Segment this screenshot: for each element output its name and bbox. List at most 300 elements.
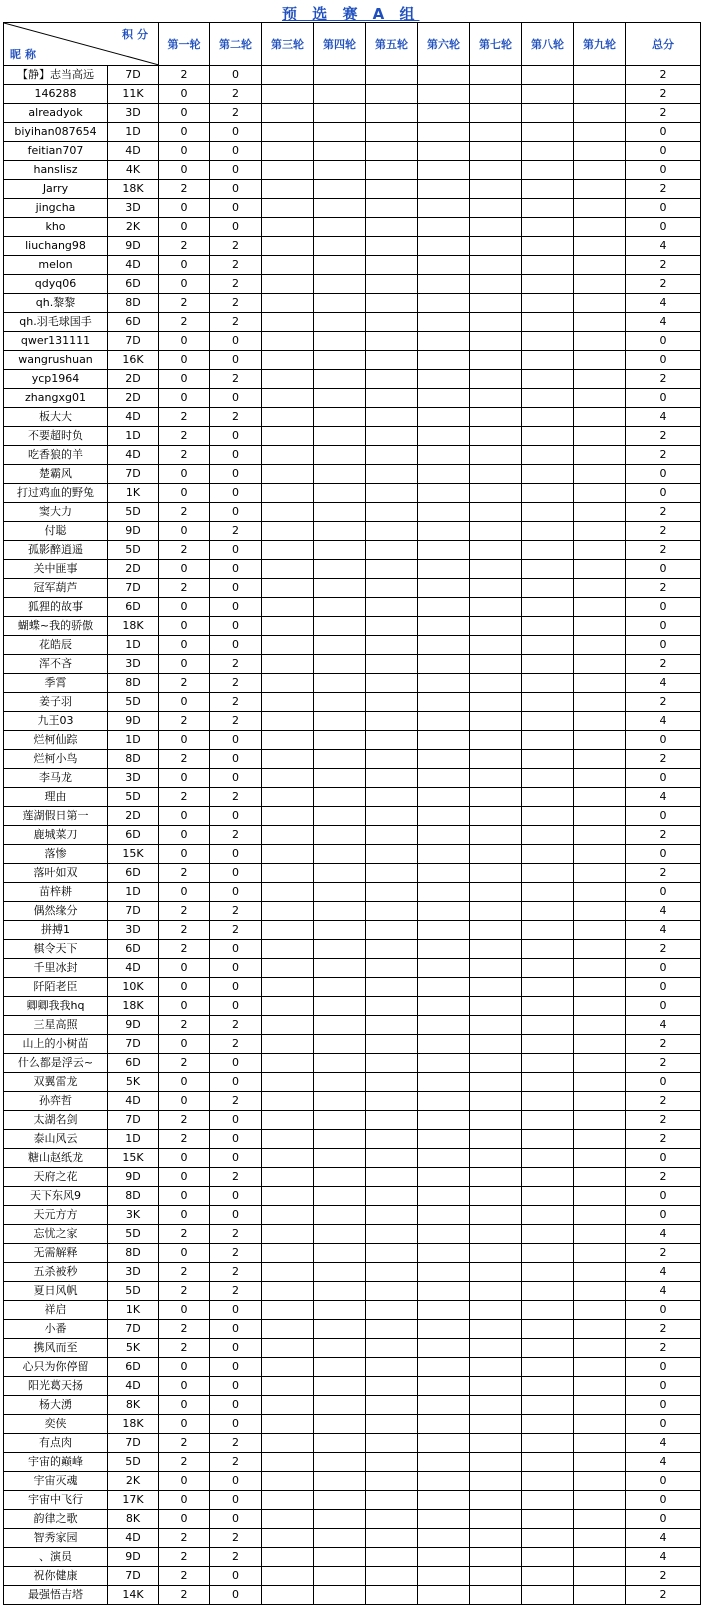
- round6-score-cell: [418, 1472, 470, 1491]
- round4-score-cell: [314, 104, 366, 123]
- table-row: [4, 845, 701, 864]
- table-row: [4, 1206, 701, 1225]
- round5-score-cell: [366, 560, 418, 579]
- round9-score-cell: [574, 1567, 626, 1586]
- round2-score-cell: 0: [210, 351, 262, 370]
- round1-score-cell: 0: [159, 465, 210, 484]
- round5-score-cell: [366, 256, 418, 275]
- round3-score-cell: [262, 370, 314, 389]
- player-rank-cell: 16K: [108, 351, 159, 370]
- round7-score-cell: [470, 902, 522, 921]
- round8-score-cell: [522, 617, 574, 636]
- round-header: 第六轮: [418, 23, 470, 66]
- player-rank-cell: 1D: [108, 883, 159, 902]
- round9-score-cell: [574, 1206, 626, 1225]
- player-name-cell: 关中匪事: [4, 560, 108, 579]
- round8-score-cell: [522, 1187, 574, 1206]
- round3-score-cell: [262, 389, 314, 408]
- round1-score-cell: 0: [159, 826, 210, 845]
- table-row: [4, 1073, 701, 1092]
- player-name-cell: 天下东风9: [4, 1187, 108, 1206]
- total-score-cell: 4: [626, 1434, 701, 1453]
- player-rank-cell: 7D: [108, 1434, 159, 1453]
- round4-score-cell: [314, 712, 366, 731]
- player-rank-cell: 7D: [108, 579, 159, 598]
- round5-score-cell: [366, 807, 418, 826]
- player-rank-cell: 1D: [108, 636, 159, 655]
- round9-score-cell: [574, 389, 626, 408]
- round7-score-cell: [470, 712, 522, 731]
- round6-score-cell: [418, 1510, 470, 1529]
- total-score-cell: 2: [626, 864, 701, 883]
- player-rank-cell: 9D: [108, 1168, 159, 1187]
- round6-score-cell: [418, 1054, 470, 1073]
- round5-score-cell: [366, 1567, 418, 1586]
- round7-score-cell: [470, 1510, 522, 1529]
- total-score-cell: 0: [626, 1415, 701, 1434]
- round9-score-cell: [574, 1491, 626, 1510]
- round9-score-cell: [574, 1263, 626, 1282]
- round9-score-cell: [574, 1035, 626, 1054]
- round8-score-cell: [522, 1282, 574, 1301]
- round3-score-cell: [262, 1035, 314, 1054]
- player-rank-cell: 6D: [108, 1358, 159, 1377]
- round9-score-cell: [574, 85, 626, 104]
- round2-score-cell: 0: [210, 1396, 262, 1415]
- round4-score-cell: [314, 902, 366, 921]
- round7-score-cell: [470, 256, 522, 275]
- total-score-cell: 2: [626, 522, 701, 541]
- round6-score-cell: [418, 1282, 470, 1301]
- table-row: [4, 1529, 701, 1548]
- player-name-cell: 烂柯仙踪: [4, 731, 108, 750]
- round9-score-cell: [574, 807, 626, 826]
- round8-score-cell: [522, 1111, 574, 1130]
- round6-score-cell: [418, 123, 470, 142]
- round5-score-cell: [366, 541, 418, 560]
- round8-score-cell: [522, 541, 574, 560]
- round4-score-cell: [314, 237, 366, 256]
- round1-score-cell: 0: [159, 1092, 210, 1111]
- round4-score-cell: [314, 788, 366, 807]
- round6-score-cell: [418, 902, 470, 921]
- round2-score-cell: 0: [210, 598, 262, 617]
- round2-score-cell: 0: [210, 1149, 262, 1168]
- player-rank-cell: 8D: [108, 1187, 159, 1206]
- round8-score-cell: [522, 1358, 574, 1377]
- round1-score-cell: 2: [159, 1548, 210, 1567]
- round9-score-cell: [574, 959, 626, 978]
- total-score-cell: 4: [626, 921, 701, 940]
- round4-score-cell: [314, 1529, 366, 1548]
- round6-score-cell: [418, 940, 470, 959]
- round5-score-cell: [366, 978, 418, 997]
- table-row: [4, 1054, 701, 1073]
- player-name-cell: 莲湖假日第一: [4, 807, 108, 826]
- player-rank-cell: 5D: [108, 541, 159, 560]
- round9-score-cell: [574, 826, 626, 845]
- round3-score-cell: [262, 959, 314, 978]
- total-score-cell: 0: [626, 1073, 701, 1092]
- round2-score-cell: 0: [210, 1320, 262, 1339]
- player-name-cell: melon: [4, 256, 108, 275]
- round2-score-cell: 0: [210, 579, 262, 598]
- player-name-cell: 心只为你停留: [4, 1358, 108, 1377]
- round8-score-cell: [522, 1073, 574, 1092]
- round2-score-cell: 0: [210, 427, 262, 446]
- round4-score-cell: [314, 1339, 366, 1358]
- round3-score-cell: [262, 693, 314, 712]
- round9-score-cell: [574, 1320, 626, 1339]
- round7-score-cell: [470, 788, 522, 807]
- round7-score-cell: [470, 1396, 522, 1415]
- round4-score-cell: [314, 1054, 366, 1073]
- round7-score-cell: [470, 1130, 522, 1149]
- round1-score-cell: 2: [159, 1529, 210, 1548]
- table-row: [4, 465, 701, 484]
- round2-score-cell: 2: [210, 826, 262, 845]
- round7-score-cell: [470, 807, 522, 826]
- total-score-cell: 4: [626, 294, 701, 313]
- round7-score-cell: [470, 484, 522, 503]
- round5-score-cell: [366, 1206, 418, 1225]
- round6-score-cell: [418, 1358, 470, 1377]
- player-rank-cell: 15K: [108, 1149, 159, 1168]
- round9-score-cell: [574, 1187, 626, 1206]
- round7-score-cell: [470, 1491, 522, 1510]
- round7-score-cell: [470, 1073, 522, 1092]
- round8-score-cell: [522, 655, 574, 674]
- total-score-cell: 0: [626, 978, 701, 997]
- round8-score-cell: [522, 351, 574, 370]
- player-name-cell: 阡陌老臣: [4, 978, 108, 997]
- round4-score-cell: [314, 750, 366, 769]
- total-score-cell: 0: [626, 351, 701, 370]
- round2-score-cell: 0: [210, 997, 262, 1016]
- round3-score-cell: [262, 408, 314, 427]
- player-rank-cell: 1D: [108, 123, 159, 142]
- round5-score-cell: [366, 199, 418, 218]
- round5-score-cell: [366, 1339, 418, 1358]
- round9-score-cell: [574, 275, 626, 294]
- round9-score-cell: [574, 674, 626, 693]
- round4-score-cell: [314, 1567, 366, 1586]
- round8-score-cell: [522, 332, 574, 351]
- round2-score-cell: 2: [210, 1453, 262, 1472]
- round6-score-cell: [418, 161, 470, 180]
- table-row: [4, 1168, 701, 1187]
- round1-score-cell: 0: [159, 104, 210, 123]
- player-rank-cell: 14K: [108, 1586, 159, 1605]
- round4-score-cell: [314, 1073, 366, 1092]
- player-rank-cell: 3D: [108, 199, 159, 218]
- round7-score-cell: [470, 351, 522, 370]
- round1-score-cell: 2: [159, 294, 210, 313]
- round9-score-cell: [574, 731, 626, 750]
- player-name-cell: 季霄: [4, 674, 108, 693]
- round6-score-cell: [418, 332, 470, 351]
- round2-score-cell: 2: [210, 408, 262, 427]
- round2-score-cell: 0: [210, 465, 262, 484]
- round3-score-cell: [262, 161, 314, 180]
- round7-score-cell: [470, 541, 522, 560]
- round7-score-cell: [470, 294, 522, 313]
- player-rank-cell: 2D: [108, 560, 159, 579]
- round9-score-cell: [574, 66, 626, 85]
- total-score-cell: 0: [626, 1358, 701, 1377]
- player-name-cell: 蝴蝶~我的骄傲: [4, 617, 108, 636]
- player-name-cell: 李马龙: [4, 769, 108, 788]
- player-name-cell: 忘忧之家: [4, 1225, 108, 1244]
- player-name-cell: 楚霸风: [4, 465, 108, 484]
- round2-score-cell: 0: [210, 66, 262, 85]
- round1-score-cell: 0: [159, 997, 210, 1016]
- player-name-cell: 三星高照: [4, 1016, 108, 1035]
- player-name-cell: 146288: [4, 85, 108, 104]
- player-rank-cell: 4D: [108, 1529, 159, 1548]
- table-row: [4, 541, 701, 560]
- round5-score-cell: [366, 1472, 418, 1491]
- round4-score-cell: [314, 1035, 366, 1054]
- round1-score-cell: 2: [159, 940, 210, 959]
- round8-score-cell: [522, 370, 574, 389]
- round2-score-cell: 0: [210, 1358, 262, 1377]
- round6-score-cell: [418, 826, 470, 845]
- round3-score-cell: [262, 332, 314, 351]
- round9-score-cell: [574, 693, 626, 712]
- round3-score-cell: [262, 1415, 314, 1434]
- round5-score-cell: [366, 104, 418, 123]
- round7-score-cell: [470, 275, 522, 294]
- round6-score-cell: [418, 104, 470, 123]
- total-score-cell: 4: [626, 712, 701, 731]
- round-header: 第五轮: [366, 23, 418, 66]
- round4-score-cell: [314, 598, 366, 617]
- round3-score-cell: [262, 123, 314, 142]
- total-score-cell: 2: [626, 826, 701, 845]
- player-rank-cell: 7D: [108, 465, 159, 484]
- round7-score-cell: [470, 237, 522, 256]
- round9-score-cell: [574, 997, 626, 1016]
- player-name-cell: kho: [4, 218, 108, 237]
- total-score-cell: 0: [626, 1491, 701, 1510]
- round1-score-cell: 0: [159, 389, 210, 408]
- round3-score-cell: [262, 1225, 314, 1244]
- total-score-cell: 0: [626, 1472, 701, 1491]
- round5-score-cell: [366, 864, 418, 883]
- round7-score-cell: [470, 1187, 522, 1206]
- round8-score-cell: [522, 1092, 574, 1111]
- round4-score-cell: [314, 389, 366, 408]
- round1-score-cell: 0: [159, 275, 210, 294]
- round1-score-cell: 2: [159, 1567, 210, 1586]
- round1-score-cell: 0: [159, 199, 210, 218]
- round6-score-cell: [418, 389, 470, 408]
- round8-score-cell: [522, 1130, 574, 1149]
- round8-score-cell: [522, 674, 574, 693]
- round3-score-cell: [262, 1244, 314, 1263]
- round2-score-cell: 2: [210, 104, 262, 123]
- round5-score-cell: [366, 826, 418, 845]
- round6-score-cell: [418, 1434, 470, 1453]
- player-rank-cell: 7D: [108, 1111, 159, 1130]
- table-row: [4, 769, 701, 788]
- round9-score-cell: [574, 1073, 626, 1092]
- round4-score-cell: [314, 1111, 366, 1130]
- round9-score-cell: [574, 1510, 626, 1529]
- round2-score-cell: 0: [210, 123, 262, 142]
- round1-score-cell: 0: [159, 636, 210, 655]
- round9-score-cell: [574, 1244, 626, 1263]
- player-name-cell: 烂柯小鸟: [4, 750, 108, 769]
- round7-score-cell: [470, 1453, 522, 1472]
- round8-score-cell: [522, 1016, 574, 1035]
- round7-score-cell: [470, 1016, 522, 1035]
- round4-score-cell: [314, 142, 366, 161]
- total-score-cell: 4: [626, 1529, 701, 1548]
- round6-score-cell: [418, 503, 470, 522]
- round5-score-cell: [366, 1415, 418, 1434]
- round6-score-cell: [418, 142, 470, 161]
- round1-score-cell: 0: [159, 1149, 210, 1168]
- round6-score-cell: [418, 465, 470, 484]
- total-score-cell: 4: [626, 1016, 701, 1035]
- round3-score-cell: [262, 294, 314, 313]
- table-row: [4, 256, 701, 275]
- round9-score-cell: [574, 1282, 626, 1301]
- round3-score-cell: [262, 313, 314, 332]
- round9-score-cell: [574, 1586, 626, 1605]
- round6-score-cell: [418, 1225, 470, 1244]
- round8-score-cell: [522, 883, 574, 902]
- player-name-cell: 不要超时负: [4, 427, 108, 446]
- round4-score-cell: [314, 674, 366, 693]
- player-rank-cell: 4D: [108, 256, 159, 275]
- player-name-cell: 【静】志当高远: [4, 66, 108, 85]
- table-row: [4, 902, 701, 921]
- round2-score-cell: 2: [210, 655, 262, 674]
- round3-score-cell: [262, 655, 314, 674]
- round1-score-cell: 0: [159, 1206, 210, 1225]
- table-row: [4, 1377, 701, 1396]
- round4-score-cell: [314, 446, 366, 465]
- round1-score-cell: 2: [159, 1111, 210, 1130]
- round6-score-cell: [418, 1111, 470, 1130]
- round4-score-cell: [314, 1491, 366, 1510]
- player-name-cell: 九王03: [4, 712, 108, 731]
- round2-score-cell: 2: [210, 902, 262, 921]
- round7-score-cell: [470, 1320, 522, 1339]
- round4-score-cell: [314, 1092, 366, 1111]
- round1-score-cell: 2: [159, 1453, 210, 1472]
- round7-score-cell: [470, 161, 522, 180]
- round9-score-cell: [574, 408, 626, 427]
- round6-score-cell: [418, 1187, 470, 1206]
- round1-score-cell: 0: [159, 256, 210, 275]
- round6-score-cell: [418, 427, 470, 446]
- round6-score-cell: [418, 1016, 470, 1035]
- round2-score-cell: 2: [210, 256, 262, 275]
- table-row: [4, 1035, 701, 1054]
- round3-score-cell: [262, 1282, 314, 1301]
- round1-score-cell: 0: [159, 1073, 210, 1092]
- round9-score-cell: [574, 1130, 626, 1149]
- player-name-cell: 拼搏1: [4, 921, 108, 940]
- round6-score-cell: [418, 997, 470, 1016]
- round8-score-cell: [522, 1510, 574, 1529]
- player-rank-cell: 3D: [108, 1263, 159, 1282]
- round8-score-cell: [522, 427, 574, 446]
- round1-score-cell: 0: [159, 1396, 210, 1415]
- player-rank-cell: 4D: [108, 446, 159, 465]
- round9-score-cell: [574, 1092, 626, 1111]
- total-score-cell: 2: [626, 655, 701, 674]
- round8-score-cell: [522, 1491, 574, 1510]
- round2-score-cell: 0: [210, 541, 262, 560]
- player-rank-cell: 1D: [108, 427, 159, 446]
- round9-score-cell: [574, 1415, 626, 1434]
- round1-score-cell: 0: [159, 218, 210, 237]
- player-name-cell: 山上的小树苗: [4, 1035, 108, 1054]
- round5-score-cell: [366, 389, 418, 408]
- player-rank-cell: 11K: [108, 85, 159, 104]
- round1-score-cell: 0: [159, 1187, 210, 1206]
- round8-score-cell: [522, 104, 574, 123]
- round8-score-cell: [522, 408, 574, 427]
- player-name-cell: 孤影醉逍遥: [4, 541, 108, 560]
- round5-score-cell: [366, 85, 418, 104]
- total-score-cell: 2: [626, 1320, 701, 1339]
- player-rank-cell: 5D: [108, 503, 159, 522]
- round7-score-cell: [470, 1149, 522, 1168]
- table-row: [4, 332, 701, 351]
- round5-score-cell: [366, 921, 418, 940]
- round8-score-cell: [522, 1206, 574, 1225]
- player-name-cell: 夏日风帆: [4, 1282, 108, 1301]
- total-score-cell: 0: [626, 1301, 701, 1320]
- total-score-cell: 2: [626, 66, 701, 85]
- round5-score-cell: [366, 1111, 418, 1130]
- round2-score-cell: 2: [210, 1548, 262, 1567]
- round9-score-cell: [574, 541, 626, 560]
- round4-score-cell: [314, 579, 366, 598]
- round9-score-cell: [574, 921, 626, 940]
- round8-score-cell: [522, 465, 574, 484]
- table-row: [4, 864, 701, 883]
- round9-score-cell: [574, 370, 626, 389]
- round4-score-cell: [314, 332, 366, 351]
- round1-score-cell: 0: [159, 959, 210, 978]
- total-score-cell: 2: [626, 940, 701, 959]
- round3-score-cell: [262, 1567, 314, 1586]
- round3-score-cell: [262, 940, 314, 959]
- round9-score-cell: [574, 598, 626, 617]
- table-row: [4, 1339, 701, 1358]
- round3-score-cell: [262, 769, 314, 788]
- player-name-cell: 板大大: [4, 408, 108, 427]
- round7-score-cell: [470, 1529, 522, 1548]
- table-row: [4, 1282, 701, 1301]
- player-rank-cell: 18K: [108, 997, 159, 1016]
- total-score-cell: 2: [626, 1567, 701, 1586]
- round-header: 第三轮: [262, 23, 314, 66]
- player-name-cell: alreadyok: [4, 104, 108, 123]
- total-score-cell: 0: [626, 1149, 701, 1168]
- round6-score-cell: [418, 313, 470, 332]
- round-header: 第一轮: [159, 23, 210, 66]
- player-rank-cell: 8D: [108, 674, 159, 693]
- player-rank-cell: 2D: [108, 389, 159, 408]
